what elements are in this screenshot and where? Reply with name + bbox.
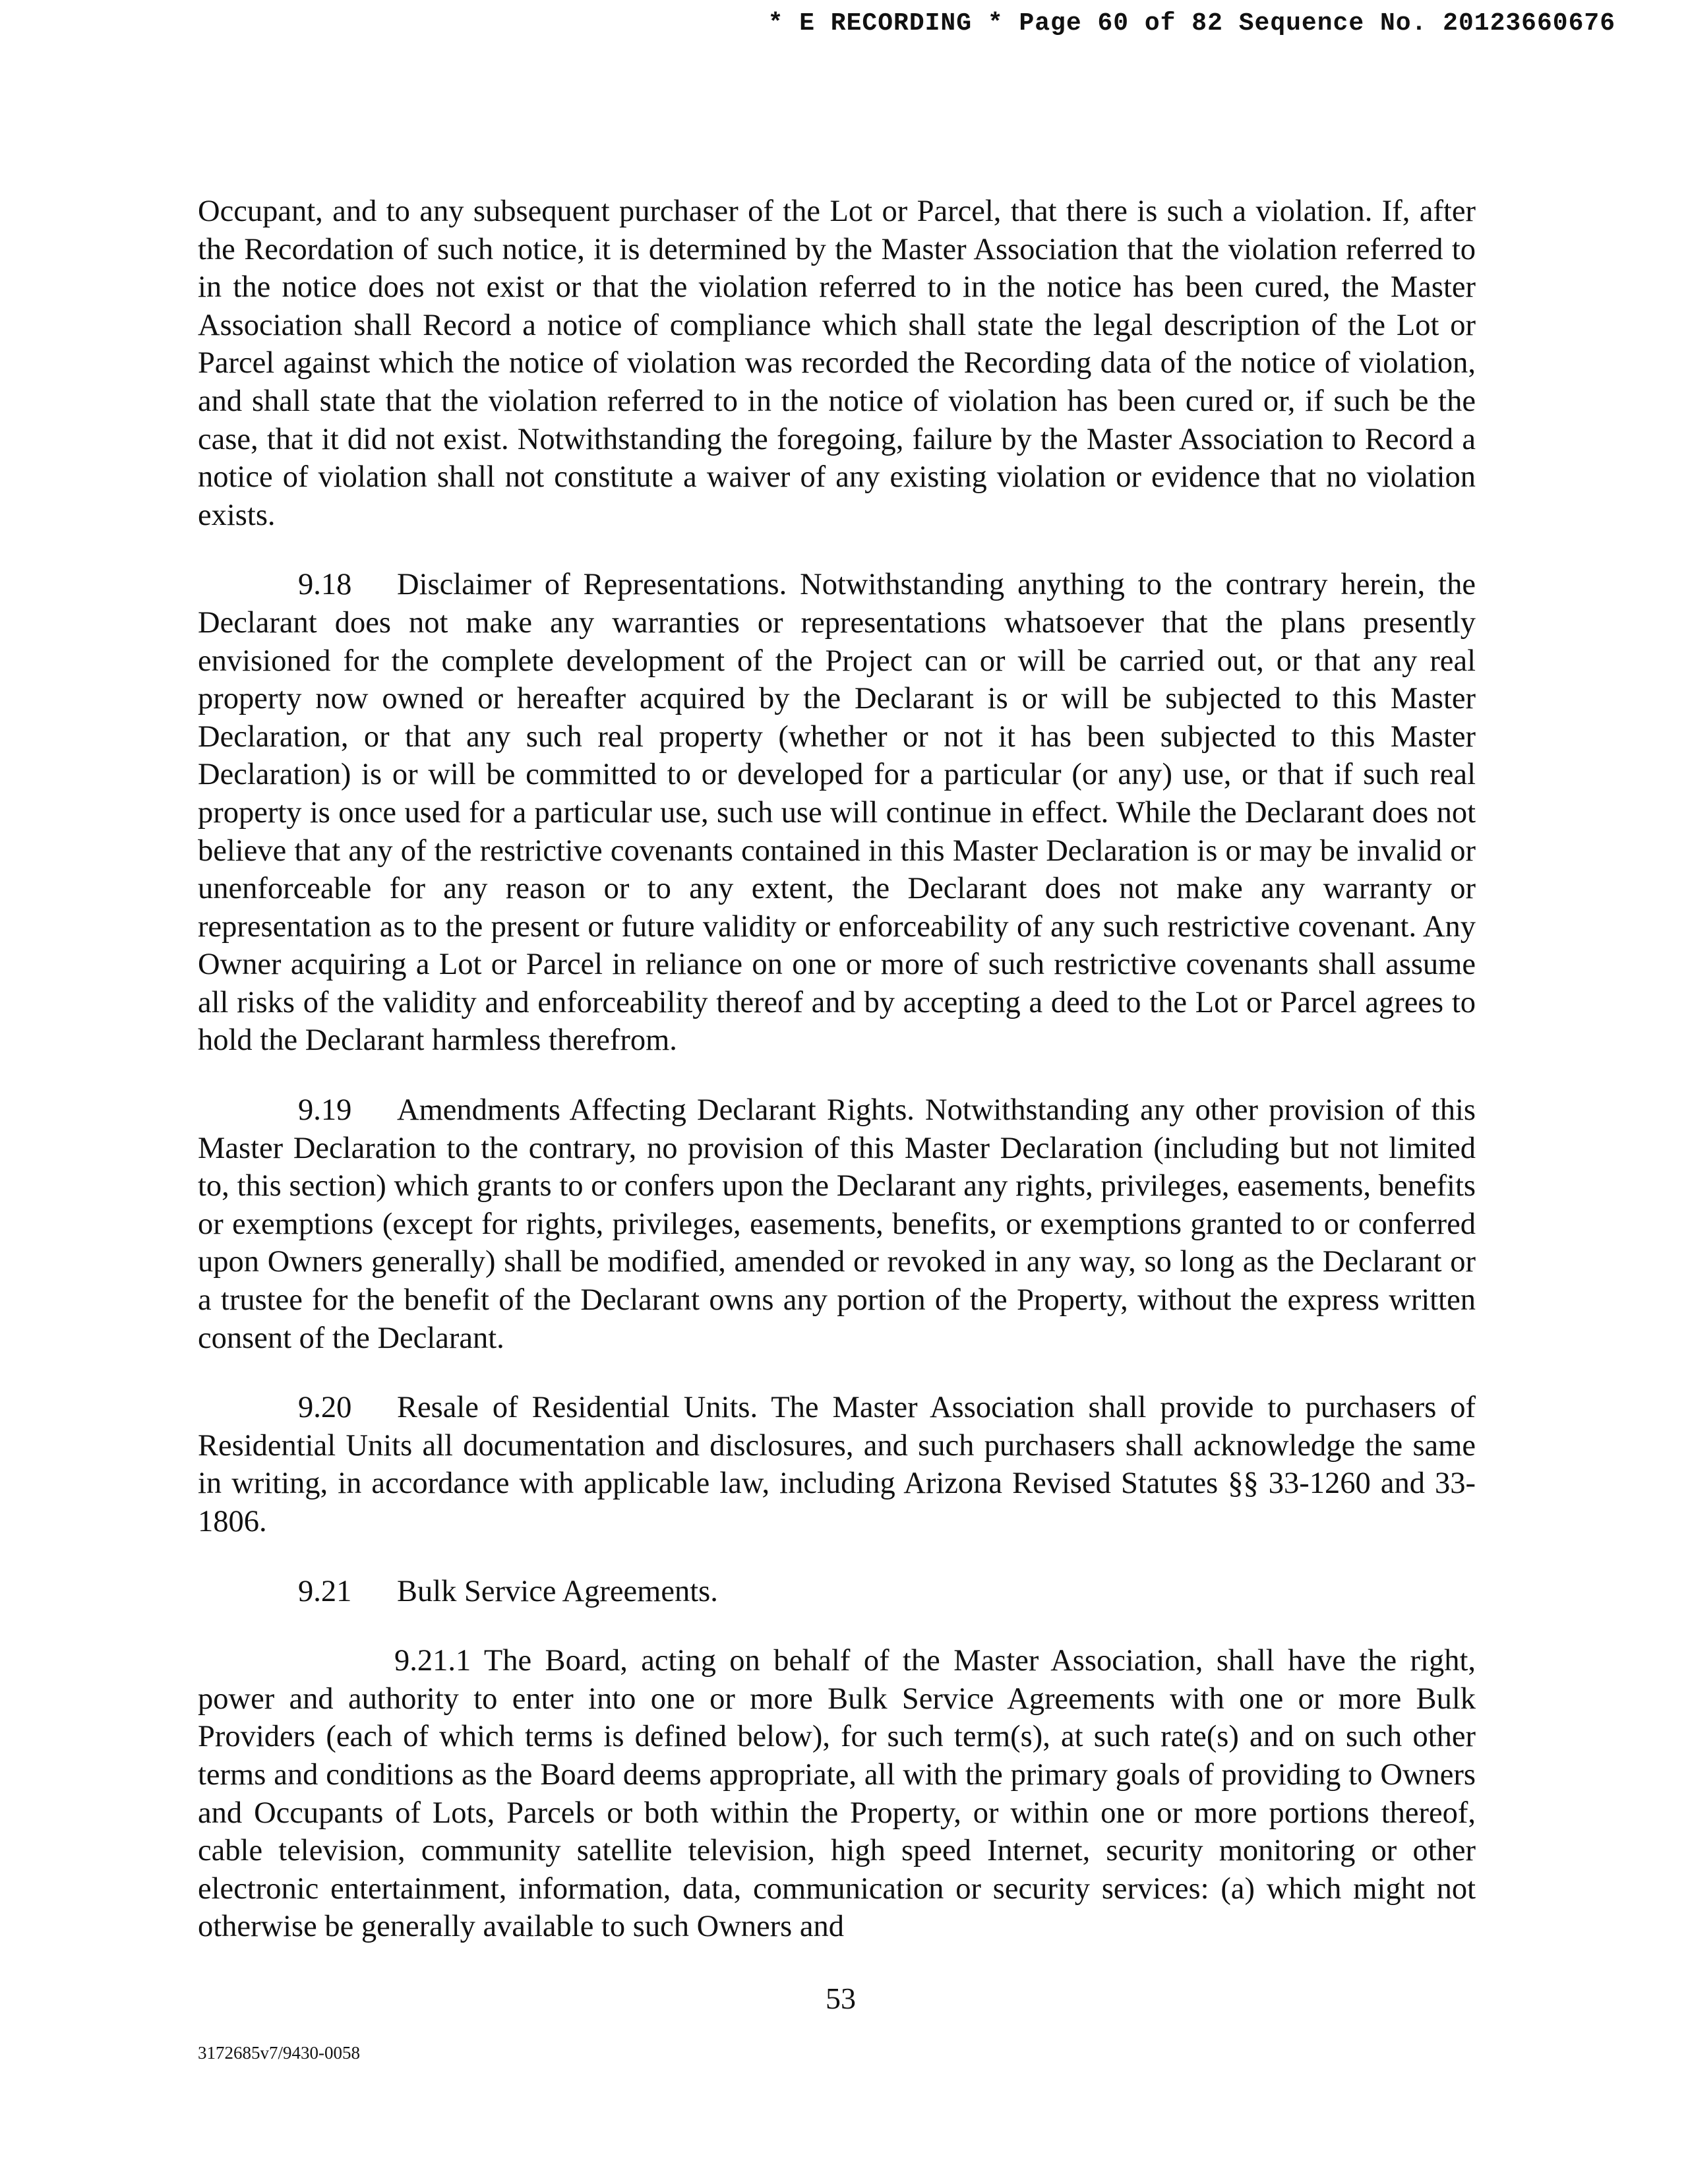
section-text: Bulk Service Agreements. [397, 1574, 718, 1608]
document-id: 3172685v7/9430-0058 [198, 2043, 360, 2063]
document-body [198, 193, 1476, 1978]
section-9-20 [198, 1389, 1476, 1540]
section-number: 9.21 [298, 1574, 352, 1608]
section-number: 9.20 [298, 1391, 352, 1425]
section-text: Amendments Affecting Declarant Rights. Notwithstanding any other provision of this Master Declaration to the contrary, no provision of this Master Declaration (including but not limited to, this section) which grants to or confers upon the Declarant any rights, privileges, easements, benefits or exemptions (except for rights, privileges, easements, benefits, or exemptions granted to or conferred upon Owners generally) shall be modified, amended or revoked in any way, so long as the Declarant or a trustee for the benefit of the Declarant owns any portion of the Property, without the express written consent of the Declarant. [198, 1093, 1476, 1355]
section-9-18 [198, 566, 1476, 1060]
section-9-19 [198, 1091, 1476, 1357]
section-number: 9.18 [298, 568, 352, 602]
recording-header: * E RECORDING * Page 60 of 82 Sequence No. 20123660676 [768, 9, 1615, 38]
section-text: Resale of Residential Units. The Master Association shall provide to purchasers of Residential Units all documentation and disclosures, and such purchasers shall acknowledge the same in writing, in accordance with applicable law, including Arizona Revised Statutes §§ 33-1260 and 33-1806. [198, 1391, 1476, 1538]
section-9-21 [198, 1573, 1476, 1611]
page-number: 53 [826, 1982, 856, 2015]
section-text: Disclaimer of Representations. Notwithstanding anything to the contrary herein, the Declarant does not make any warranties or representations whatsoever that the plans presently envisioned for the complete development of the Project can or will be carried out, or that any real property now owned or hereafter acquired by the Declarant is or will be subjected to this Master Declaration, or that any such real property (whether or not it has been subjected to this Master Declaration) is or will be committed to or developed for a particular (or any) use, or that if such real property is once used for a particular use, such use will continue in effect. While the Declarant does not believe that any of the restrictive covenants contained in this Master Declaration is or may be invalid or unenforceable for any reason or to any extent, the Declarant does not make any warranty or representation as to the present or future validity or enforceability of any such restrictive covenant. Any Owner acquiring a Lot or Parcel in reliance on one or more of such restrictive covenants shall assume all risks of the validity and enforceability thereof and by accepting a deed to the Lot or Parcel agrees to hold the Declarant harmless therefrom. [198, 568, 1476, 1058]
paragraph-continuation: Occupant, and to any subsequent purchaser of the Lot or Parcel, that there is such a violation. If, after the Recordation of such notice, it is determined by the Master Association that the violation referred to in the notice does not exist or that the violation referred to in the notice has been cured, the Master Association shall Record a notice of compliance which shall state the legal description of the Lot or Parcel against which the notice of violation was recorded the Recording data of the notice of violation, and shall state that the violation referred to in the notice of violation has been cured or, if such be the case, that it did not exist. Notwithstanding the foregoing, failure by the Master Association to Record a notice of violation shall not constitute a waiver of any existing violation or evidence that no violation exists. [198, 195, 1476, 532]
section-9-21-1: 9.21.1 The Board, acting on behalf of the Master Association, shall have the right, power and authority to enter into one or more Bulk Service Agreements with one or more Bulk Providers (each of which terms is defined below), for such term(s), at such rate(s) and on such other terms and conditions as the Board deems appropriate, all with the primary goals of providing to Owners and Occupants of Lots, Parcels or both within the Property, or within one or more portions thereof, cable television, community satellite television, high speed Internet, security monitoring or other electronic entertainment, information, data, communication or security services: (a) which might not otherwise be generally available to such Owners and [198, 1644, 1476, 1944]
section-number: 9.19 [298, 1093, 352, 1128]
